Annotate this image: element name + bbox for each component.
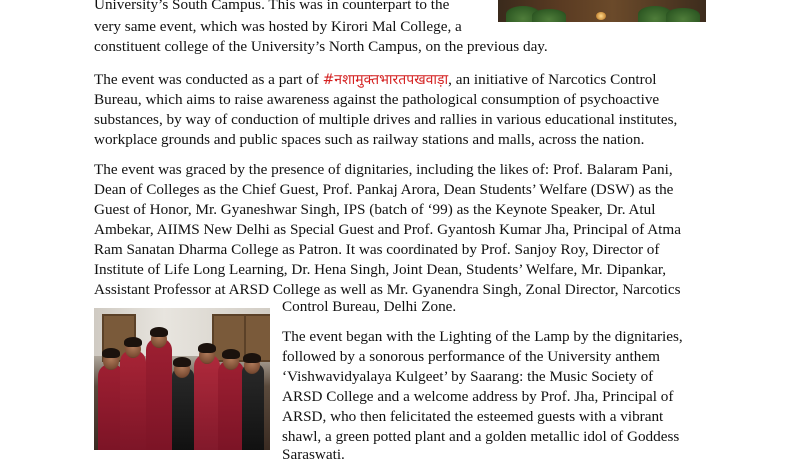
text-line: constituent college of the University’s North Campus, on the previous day. xyxy=(94,38,548,55)
text-line: ‘Vishwavidyalaya Kulgeet’ by Saarang: the Music Society of xyxy=(282,368,654,385)
text-line xyxy=(94,70,657,90)
text-prefix: The event was conducted as a part of xyxy=(94,71,323,88)
text-line: followed by a sonorous performance of the University anthem xyxy=(282,348,660,365)
text-line: substances, by way of conduction of multiple drives and rallies in various educational institutes, xyxy=(94,111,678,128)
text-line: Bureau, which aims to raise awareness against the pathological consumption of psychoactive xyxy=(94,91,660,108)
text-line: shawl, a green potted plant and a golden metallic idol of Goddess xyxy=(282,428,680,445)
event-stage-photo xyxy=(498,0,706,22)
text-line: ARSD, who then felicitated the esteemed guests with a vibrant xyxy=(282,408,664,425)
text-line: Saraswati. xyxy=(282,446,345,463)
hashtag-link[interactable]: #नशामुक्तभारतपखवाड़ा xyxy=(322,72,449,88)
text-line: ARSD College and a welcome address by Prof. Jha, Principal of xyxy=(282,388,674,405)
text-line: workplace grounds and public spaces such as railway stations and malls, across the nation. xyxy=(94,131,645,148)
text-line: University’s South Campus. This was in counterpart to the xyxy=(94,0,450,13)
text-line: Dean of Colleges as the Chief Guest, Prof. Pankaj Arora, Dean Students’ Welfare (DSW) as the xyxy=(94,181,674,198)
text-line: Guest of Honor, Mr. Gyaneshwar Singh, IPS (batch of ‘99) as the Keynote Speaker, Dr. Atul xyxy=(94,201,656,218)
text-line: The event began with the Lighting of the Lamp by the dignitaries, xyxy=(282,328,683,345)
text-line: The event was graced by the presence of dignitaries, including the likes of: Prof. Balaram Pani, xyxy=(94,161,673,178)
text-line: Control Bureau, Delhi Zone. xyxy=(282,298,457,315)
text-line: Ram Sanatan Dharma College as Patron. It was coordinated by Prof. Sanjoy Roy, Director of xyxy=(94,241,660,258)
text-suffix: , an initiative of Narcotics Control xyxy=(448,71,657,88)
text-line: Institute of Life Long Learning, Dr. Hena Singh, Joint Dean, Students’ Welfare, Mr. Dipankar, xyxy=(94,261,667,278)
text-line: Ambekar, AIIMS New Delhi as Special Guest and Prof. Gyantosh Kumar Jha, Principal of Atma xyxy=(94,221,681,238)
choir-performance-photo xyxy=(94,308,270,450)
text-line: Assistant Professor at ARSD College as well as Mr. Gyanendra Singh, Zonal Director, Narcotics xyxy=(94,281,681,298)
text-line: very same event, which was hosted by Kirori Mal College, a xyxy=(94,18,462,35)
